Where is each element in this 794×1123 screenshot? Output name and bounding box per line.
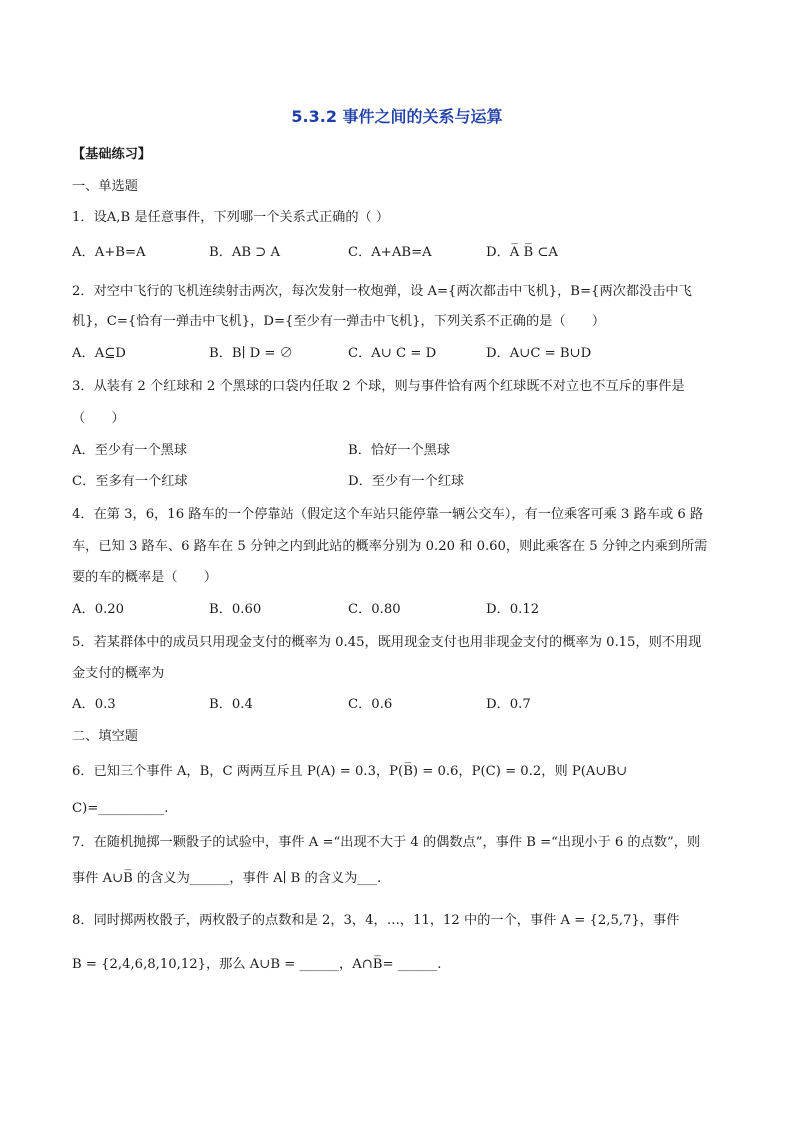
q1-option-d: D．A̅ B̅ ⊂A <box>486 245 558 260</box>
question-5-line-1: 5．若某群体中的成员只用现金支付的概率为 0.45，既用现金支付也用非现金支付的概率为 0.15，则不用现 <box>72 635 702 650</box>
q4-option-a: A．0.20 <box>72 602 125 617</box>
question-8-line-2: B = {2,4,6,8,10,12}，那么 A∪B = ______，A∩B̅= ______. <box>72 957 442 972</box>
question-4-line-1: 4．在第 3，6，16 路车的一个停靠站（假定这个车站只能停靠一辆公交车），有一位乘客可乘 3 路车或 6 路 <box>72 507 704 522</box>
q4-option-d: D．0.12 <box>486 602 540 617</box>
question-2-line-2: 机}，C={恰有一弹击中飞机}，D={至少有一弹击中飞机}，下列关系不正确的是（ ） <box>72 314 606 329</box>
question-3-line-2: （ ） <box>72 411 125 426</box>
q3-option-c: C．至多有一个红球 <box>72 474 188 489</box>
question-7-line-2: 事件 A∪B̅ 的含义为______，事件 A∣ B 的含义为___. <box>72 871 382 886</box>
question-4-line-2: 车，已知 3 路车、6 路车在 5 分钟之内到此站的概率分别为 0.20 和 0.60，则此乘客在 5 分钟之内乘到所需 <box>72 539 708 554</box>
q5-option-d: D．0.7 <box>486 697 531 712</box>
page-title: 5.3.2 事件之间的关系与运算 <box>291 107 503 126</box>
q4-option-b: B．0.60 <box>209 602 262 617</box>
q3-option-b: B．恰好一个黑球 <box>348 443 451 458</box>
q4-option-c: C．0.80 <box>348 602 401 617</box>
q2-option-d: D．A∪C = B∪D <box>486 346 592 361</box>
q2-option-c: C．A∪ C = D <box>348 346 437 361</box>
question-6-line-1: 6．已知三个事件 A，B，C 两两互斥且 P(A) = 0.3，P(B̅) = 0.6，P(C) = 0.2，则 P(A∪B∪ <box>72 764 628 779</box>
q2-option-b: B．B∣ D = ∅ <box>209 346 293 361</box>
q1-option-a: A．A+B=A <box>72 245 146 260</box>
question-1-stem: 1．设A,B 是任意事件，下列哪一个关系式正确的（ ） <box>72 210 390 225</box>
question-6-line-2: C)=__________. <box>72 801 169 816</box>
question-7-line-1: 7．在随机抛掷一颗骰子的试验中，事件 A =“出现不大于 4 的偶数点”，事件 B =“出现小于 6 的点数”，则 <box>72 835 701 850</box>
section-label: 【基础练习】 <box>72 147 152 162</box>
question-3-line-1: 3．从装有 2 个红球和 2 个黑球的口袋内任取 2 个球，则与事件恰有两个红球既不对立也不互斥的事件是 <box>72 379 685 394</box>
question-8-line-1: 8．同时掷两枚骰子，两枚骰子的点数和是 2，3，4，…，11，12 中的一个，事件 A = {2,5,7}，事件 <box>72 913 680 928</box>
question-5-line-2: 金支付的概率为 <box>72 666 165 681</box>
q1-option-b: B．AB ⊃ A <box>209 245 281 260</box>
part-heading-fill-in: 二、填空题 <box>72 729 138 744</box>
question-2-line-1: 2．对空中飞行的飞机连续射击两次，每次发射一枚炮弹，设 A={两次都击中飞机}，B={两次都没击中飞 <box>72 284 692 299</box>
q5-option-c: C．0.6 <box>348 697 393 712</box>
q5-option-b: B．0.4 <box>209 697 253 712</box>
q3-option-a: A．至少有一个黑球 <box>72 443 188 458</box>
part-heading-single-choice: 一、单选题 <box>72 179 138 194</box>
q3-option-d: D．至少有一个红球 <box>348 474 465 489</box>
q1-option-c: C．A+AB=A <box>348 245 432 260</box>
q2-option-a: A．A⊆D <box>72 346 126 361</box>
question-4-line-3: 要的车的概率是（ ） <box>72 570 218 585</box>
q5-option-a: A．0.3 <box>72 697 116 712</box>
